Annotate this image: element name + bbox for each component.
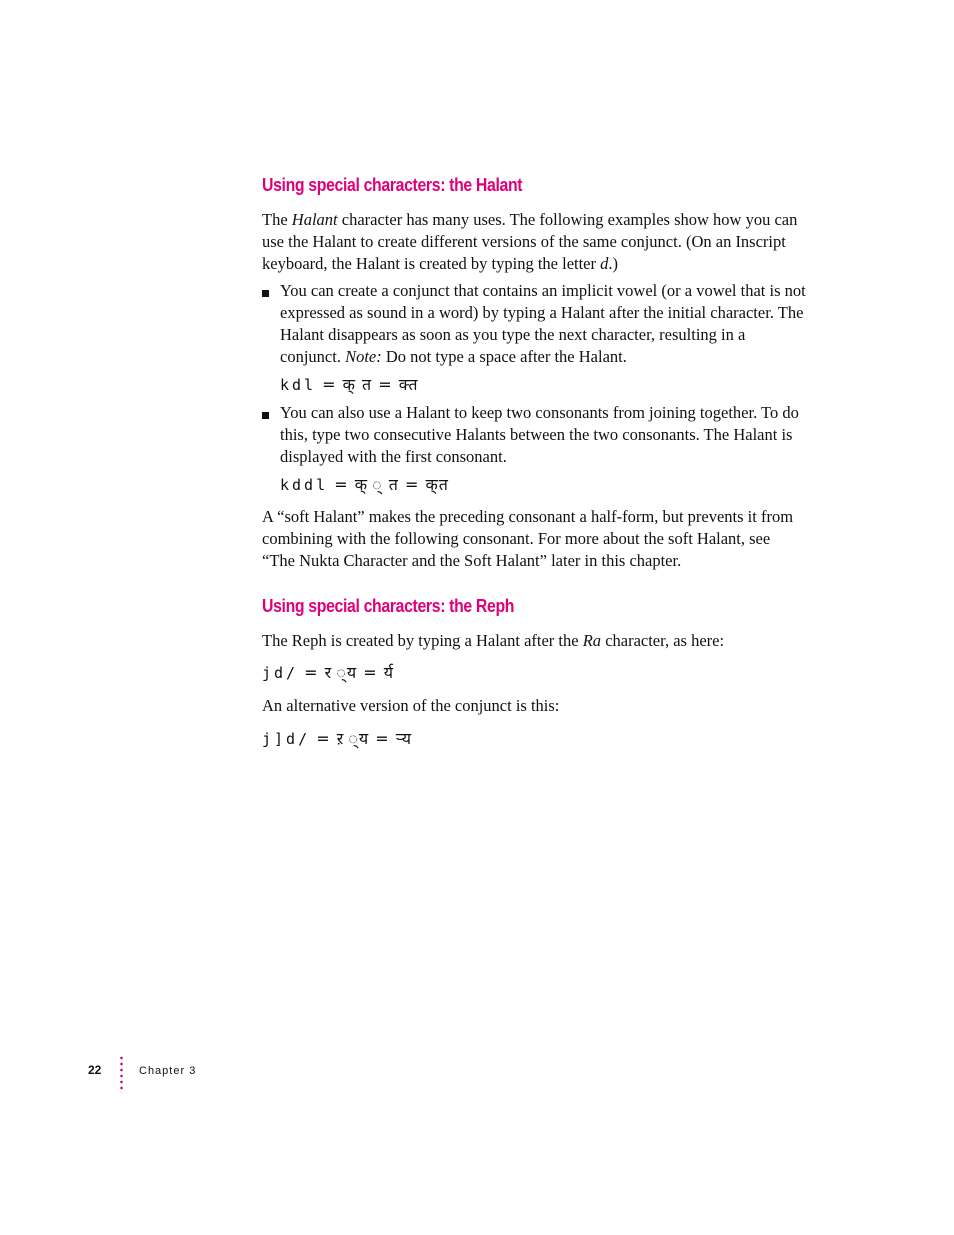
bullet-item-1 [280,280,807,368]
note-text: Do not type a space after the Halant. [381,347,627,366]
example-kddl [280,473,449,495]
example-result: = क् त = क्त [316,375,419,394]
section-heading-reph: Using special characters: the Reph [262,596,515,616]
example-keys: kddl [280,476,329,494]
bullet-marker-1 [262,290,269,297]
reph-emphasis-ra: Ra [582,631,602,650]
intro-text-3: .) [608,254,619,273]
example-keys: kdl [280,376,317,394]
section-heading-halant: Using special characters: the Halant [262,175,523,195]
note-label: Note: [345,347,382,366]
bullet-marker-2 [262,412,269,419]
bullet-1-text: You can create a conjunct that contains an implicit vowel (or a vowel that is not expressed as sound in a word) by typing a Halant after the initial character. The Halant disappears as soon as you type the next character, resulting in a conjunct. [280,281,806,366]
dotted-divider [120,1055,123,1093]
intro-emphasis-d: d [600,254,609,273]
chapter-label: Chapter 3 [139,1065,197,1077]
intro-text-2: character has many uses. The following examples show how you can use the Halant to create different versions of the same conjunct. (On an Inscript keyboard, the Halant is created by typing the letter [262,210,798,273]
example-jjd [262,727,412,749]
intro-emphasis-halant: Halant [291,210,338,229]
reph-intro-paragraph [262,630,807,652]
soft-halant-paragraph: A “soft Halant” makes the preceding consonant a half-form, but prevents it from combining with the following consonant. For more about the soft Halant, see “The Nukta Character and the Soft Halant” later in this chapter. [262,507,794,570]
intro-text-1: The [262,210,292,229]
page-number: 22 [88,1063,102,1077]
example-kdl [280,373,418,395]
example-jd [262,661,394,683]
example-keys: j]d/ [262,730,311,748]
reph-intro-text-2: character, as here: [601,631,725,650]
reph-intro-text-1: The Reph is created by typing a Halant after the [262,631,583,650]
bullet-item-2: You can also use a Halant to keep two consonants from joining together. To do this, type two consecutive Halants between the two consonants. The Halant is displayed with the first consonant. [280,403,799,466]
alternative-paragraph: An alternative version of the conjunct is this: [262,696,560,715]
example-result: = क् ् त = क्‌त [328,475,449,494]
example-result: = र ्य = र्य [298,663,395,682]
example-keys: jd/ [262,664,299,682]
halant-intro-paragraph [262,209,807,275]
example-result: = ऱ ्य = ऱ्य [310,729,412,748]
